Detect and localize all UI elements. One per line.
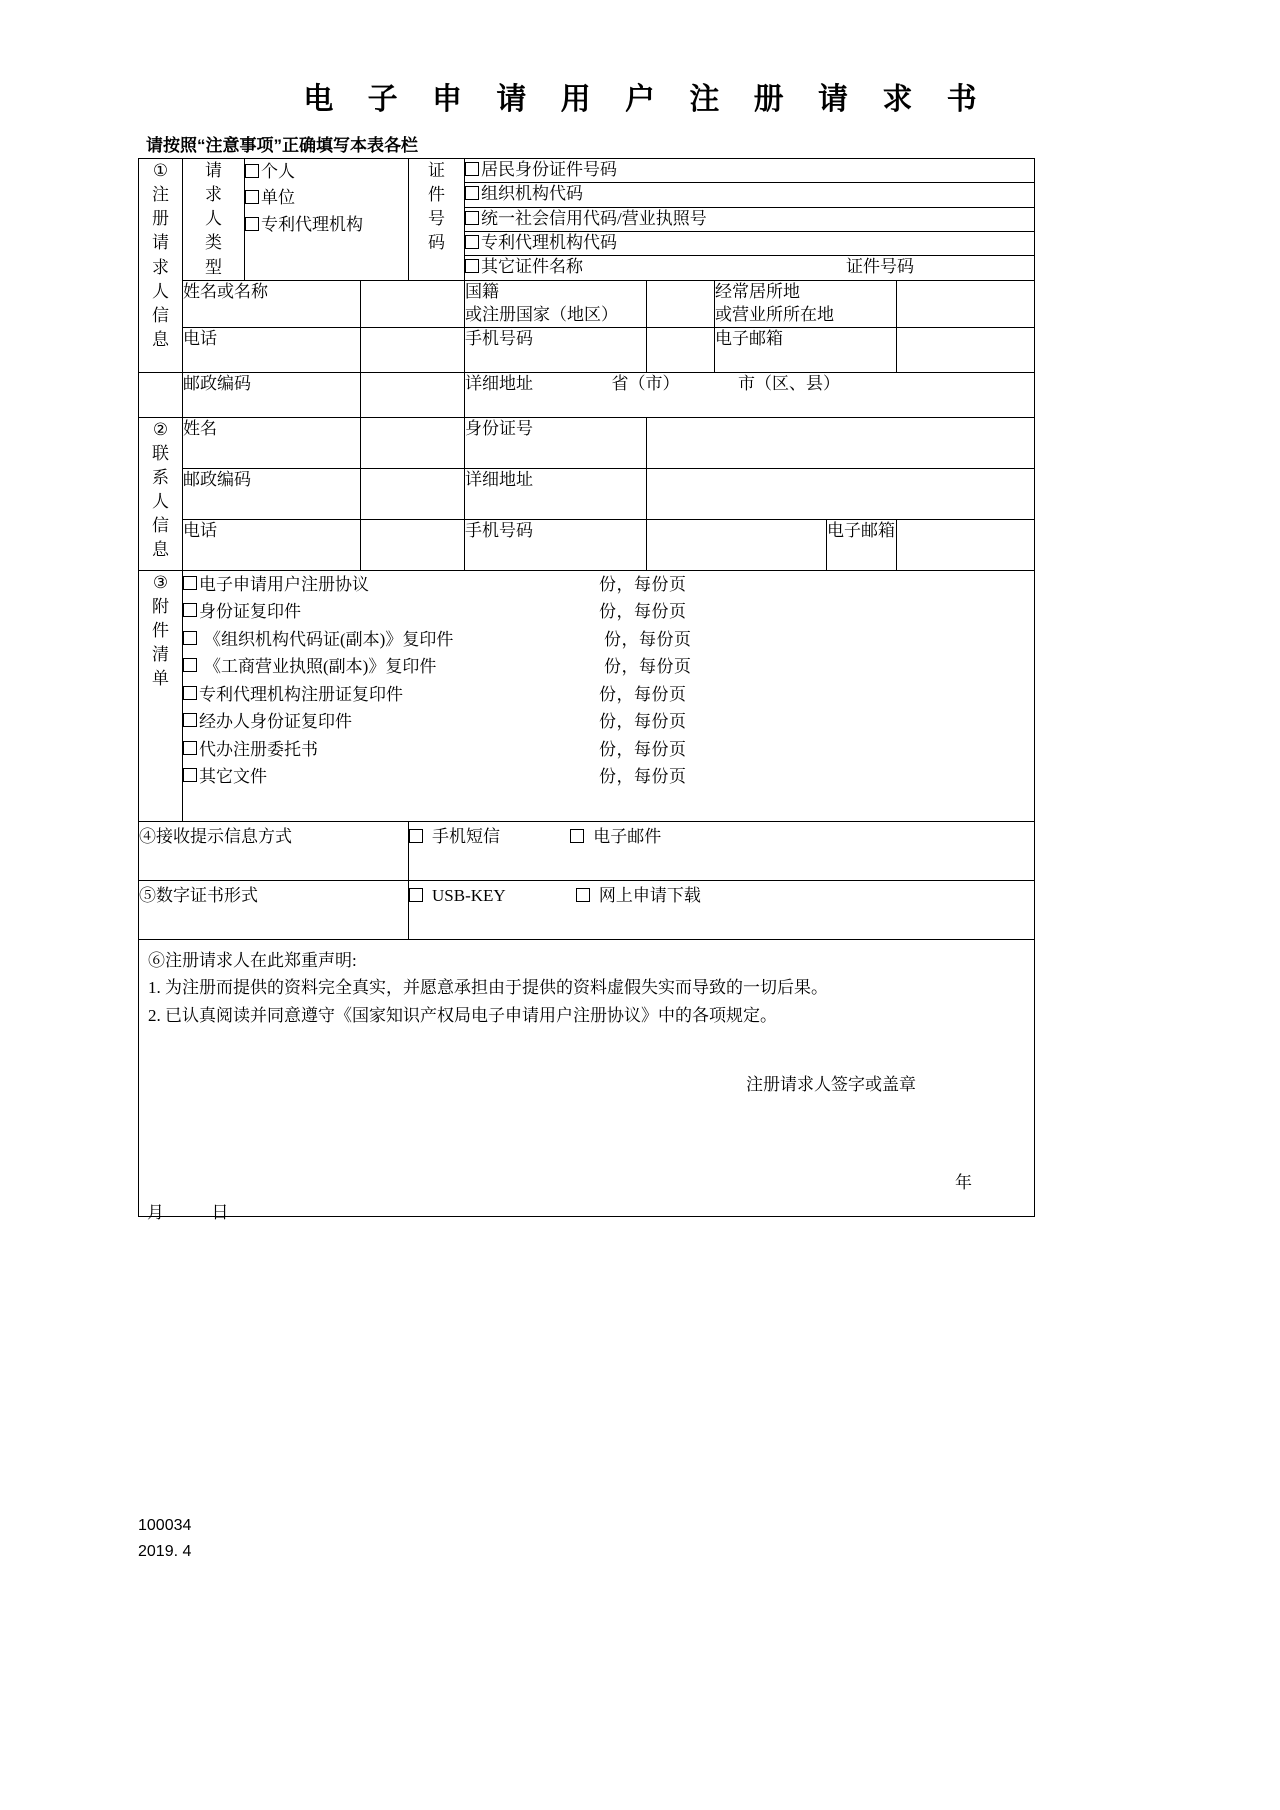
- applicant-residence-input[interactable]: [897, 280, 1035, 327]
- applicant-type-label-agency: 专利代理机构: [261, 214, 363, 234]
- checkbox-icon[interactable]: [465, 186, 479, 200]
- applicant-email-label: 电子邮箱: [715, 327, 897, 372]
- attachment-page-unit: 页: [674, 657, 692, 677]
- attachment-page-unit: 页: [669, 602, 687, 622]
- footer-form-date: 2019. 4: [138, 1543, 192, 1561]
- section2-address-row: [139, 468, 1035, 519]
- checkbox-icon[interactable]: [183, 741, 197, 755]
- applicant-type-label-individual: 个人: [261, 162, 295, 181]
- applicant-phone-label: 电话: [183, 327, 361, 372]
- checkbox-icon[interactable]: [183, 603, 197, 617]
- applicant-contact-row: [139, 327, 1035, 372]
- applicant-residence-label-line1: 经常居所地: [715, 281, 800, 301]
- section5-label: ⑤数字证书形式: [139, 880, 409, 939]
- contact-name-input[interactable]: [361, 417, 465, 468]
- contact-postcode-label: 邮政编码: [183, 468, 361, 519]
- id-type-label-other: 其它证件名称: [481, 257, 583, 277]
- id-type-label-org-code: 组织机构代码: [481, 184, 583, 204]
- page-footer: [138, 1513, 191, 1566]
- attachment-item[interactable]: [183, 681, 1034, 709]
- checkbox-icon[interactable]: [465, 162, 479, 176]
- attachment-qty-unit: 份，每份: [599, 767, 669, 787]
- attachment-label: 经办人身份证复印件: [199, 712, 352, 732]
- applicant-postcode-label: 邮政编码: [183, 372, 361, 417]
- checkbox-icon[interactable]: [183, 686, 197, 700]
- checkbox-icon[interactable]: [245, 217, 259, 231]
- applicant-residence-label: [715, 280, 897, 327]
- attachment-label: 代办注册委托书: [199, 739, 318, 759]
- footer-form-code: 100034: [138, 1517, 192, 1534]
- id-type-label-credit-code: 统一社会信用代码/营业执照号: [481, 208, 707, 228]
- attachment-label: 身份证复印件: [199, 602, 301, 622]
- applicant-type-option-agency[interactable]: [245, 212, 408, 238]
- section4-label: ④接收提示信息方式: [139, 821, 409, 880]
- cert-option-usbkey-label: USB-KEY: [432, 885, 506, 905]
- signature-label[interactable]: 注册请求人签字或盖章: [746, 1074, 916, 1094]
- attachment-page-unit: 页: [669, 712, 687, 732]
- notify-option-sms[interactable]: [409, 822, 500, 847]
- attachment-item[interactable]: [183, 763, 1034, 791]
- id-type-option-credit-code[interactable]: [465, 207, 1035, 231]
- section1-type-row: [139, 159, 1035, 183]
- declaration-line-2: 2. 已认真阅读并同意遵守《国家知识产权局电子申请用户注册协议》中的各项规定。: [148, 1006, 777, 1026]
- applicant-phone-input[interactable]: [361, 327, 465, 372]
- attachment-qty-unit: 份，每份: [604, 629, 674, 649]
- page-title: 电 子 申 请 用 户 注 册 请 求 书: [303, 83, 990, 116]
- section6-row: [139, 939, 1035, 1216]
- attachment-qty-unit: 份，每份: [599, 712, 669, 732]
- applicant-nationality-label-line1: 国籍: [465, 281, 499, 301]
- applicant-address-city-label: 市（区、县）: [738, 373, 840, 393]
- checkbox-icon[interactable]: [183, 658, 197, 672]
- applicant-mobile-input[interactable]: [647, 327, 715, 372]
- attachment-page-unit: 页: [669, 767, 687, 787]
- cert-option-usbkey[interactable]: [409, 886, 506, 906]
- applicant-type-label-organization: 单位: [261, 188, 295, 208]
- notify-option-email-label: 电子邮件: [593, 826, 662, 846]
- checkbox-icon[interactable]: [465, 211, 479, 225]
- notify-option-sms-label: 手机短信: [432, 826, 500, 846]
- checkbox-icon[interactable]: [183, 713, 197, 727]
- attachment-qty-unit: 份，每份: [599, 684, 669, 704]
- checkbox-icon[interactable]: [465, 235, 479, 249]
- attachment-page-unit: 页: [669, 574, 687, 594]
- applicant-type-option-individual[interactable]: [245, 159, 408, 185]
- other-id-number-label: 证件号码: [846, 257, 914, 277]
- date-year-label: 年: [955, 1172, 972, 1192]
- attachment-label: 《组织机构代码证(副本)》复印件: [204, 629, 454, 649]
- attachment-qty-unit: 份，每份: [604, 657, 674, 677]
- contact-id-label: 身份证号: [465, 417, 647, 468]
- checkbox-icon[interactable]: [183, 576, 197, 590]
- registration-form-table: [138, 158, 1035, 1222]
- form-instruction-note: 请按照“注意事项”正确填写本表各栏: [146, 136, 418, 155]
- section3-row: [139, 570, 1035, 821]
- checkbox-icon[interactable]: [409, 888, 423, 902]
- attachment-page-unit: 页: [674, 629, 692, 649]
- attachment-item[interactable]: [183, 736, 1034, 764]
- contact-postcode-input[interactable]: [361, 468, 465, 519]
- attachment-item[interactable]: [183, 626, 1034, 654]
- applicant-name-input[interactable]: [361, 280, 465, 327]
- declaration-heading: ⑥注册请求人在此郑重声明:: [148, 950, 357, 970]
- checkbox-icon[interactable]: [183, 631, 197, 645]
- attachment-label: 《工商营业执照(副本)》复印件: [204, 657, 437, 677]
- section2-contact-row: [139, 519, 1035, 570]
- attachment-label: 专利代理机构注册证复印件: [199, 684, 403, 704]
- section2-name-row: [139, 417, 1035, 468]
- attachment-label: 其它文件: [199, 767, 267, 787]
- section3-marker: ③: [152, 572, 169, 592]
- applicant-email-input[interactable]: [897, 327, 1035, 372]
- section1-vertical-label-continued: [139, 372, 183, 417]
- contact-phone-input[interactable]: [361, 519, 465, 570]
- attachment-qty-unit: 份，每份: [599, 739, 669, 759]
- applicant-address-province-label: 省（市）: [611, 373, 680, 393]
- id-number-label: 证 件 号 码: [409, 159, 465, 281]
- checkbox-icon[interactable]: [465, 259, 479, 273]
- applicant-mobile-label: 手机号码: [465, 327, 647, 372]
- id-type-option-resident-id[interactable]: [465, 159, 1035, 183]
- applicant-type-option-organization[interactable]: [245, 185, 408, 211]
- section5-row: [139, 880, 1035, 939]
- checkbox-icon[interactable]: [570, 829, 584, 843]
- checkbox-icon[interactable]: [409, 829, 423, 843]
- attachment-item[interactable]: [183, 708, 1034, 736]
- applicant-nationality-label: [465, 280, 647, 327]
- applicant-type-label: 请 求 人 类 型: [183, 159, 245, 281]
- applicant-nationality-label-line2: 或注册国家（地区）: [465, 304, 618, 324]
- contact-phone-label: 电话: [183, 519, 361, 570]
- section4-row: [139, 821, 1035, 880]
- cert-option-online-download[interactable]: [576, 881, 701, 906]
- date-day-label: 日: [211, 1202, 230, 1222]
- attachment-page-unit: 页: [669, 684, 687, 704]
- date-month-label: 月: [147, 1202, 165, 1222]
- section2-marker: ②: [152, 419, 169, 439]
- contact-mobile-input[interactable]: [647, 519, 827, 570]
- attachment-qty-unit: 份，每份: [599, 602, 669, 622]
- id-type-option-org-code[interactable]: [465, 183, 1035, 207]
- attachment-item[interactable]: [183, 598, 1034, 626]
- checkbox-icon[interactable]: [183, 768, 197, 782]
- attachment-item[interactable]: [183, 571, 1034, 599]
- attachment-qty-unit: 份，每份: [599, 574, 669, 594]
- contact-address-input[interactable]: [647, 468, 1035, 519]
- id-type-label-agency-code: 专利代理机构代码: [481, 232, 617, 252]
- applicant-address-row: [139, 372, 1035, 417]
- contact-email-input[interactable]: [897, 519, 1035, 570]
- applicant-name-label: 姓名或名称: [183, 280, 361, 327]
- date-month-day-labels: [147, 1198, 230, 1223]
- applicant-name-row: [139, 280, 1035, 327]
- notify-option-email[interactable]: [570, 822, 661, 847]
- section2-vertical-label: ② 联 系 人 信 息: [139, 417, 183, 570]
- attachment-label: 电子申请用户注册协议: [199, 574, 369, 594]
- checkbox-icon[interactable]: [245, 164, 259, 178]
- declaration-line-1: 1. 为注册而提供的资料完全真实，并愿意承担由于提供的资料虚假失实而导致的一切后果。: [148, 978, 828, 998]
- applicant-address-label: 详细地址: [465, 373, 533, 393]
- section3-vertical-label: ③ 附 件 清 单: [139, 570, 183, 821]
- cert-option-online-download-label: 网上申请下载: [598, 885, 701, 905]
- section1-marker: ①: [152, 161, 169, 180]
- declaration-cell: [139, 939, 1035, 1222]
- applicant-address-field[interactable]: [465, 372, 1035, 417]
- contact-name-label: 姓名: [183, 417, 361, 468]
- applicant-nationality-input[interactable]: [647, 280, 715, 327]
- checkbox-icon[interactable]: [576, 888, 590, 902]
- section5-options: [409, 880, 1035, 939]
- id-type-option-agency-code[interactable]: [465, 231, 1035, 255]
- contact-email-label: 电子邮箱: [827, 519, 897, 570]
- section4-options: [409, 821, 1035, 880]
- applicant-type-options: [245, 159, 409, 281]
- declaration-block: [139, 940, 1034, 1222]
- contact-address-label: 详细地址: [465, 468, 647, 519]
- id-type-label-resident-id: 居民身份证件号码: [481, 160, 617, 179]
- section1-vertical-label: ① 注 册 请 求 人 信 息: [139, 159, 183, 373]
- attachment-list: [183, 570, 1035, 821]
- attachment-page-unit: 页: [669, 739, 687, 759]
- applicant-residence-label-line2: 或营业所所在地: [715, 304, 834, 324]
- attachment-item[interactable]: [183, 653, 1034, 681]
- applicant-postcode-input[interactable]: [361, 372, 465, 417]
- id-type-option-other[interactable]: [465, 256, 1035, 280]
- checkbox-icon[interactable]: [245, 190, 259, 204]
- contact-id-input[interactable]: [647, 417, 1035, 468]
- contact-mobile-label: 手机号码: [465, 519, 647, 570]
